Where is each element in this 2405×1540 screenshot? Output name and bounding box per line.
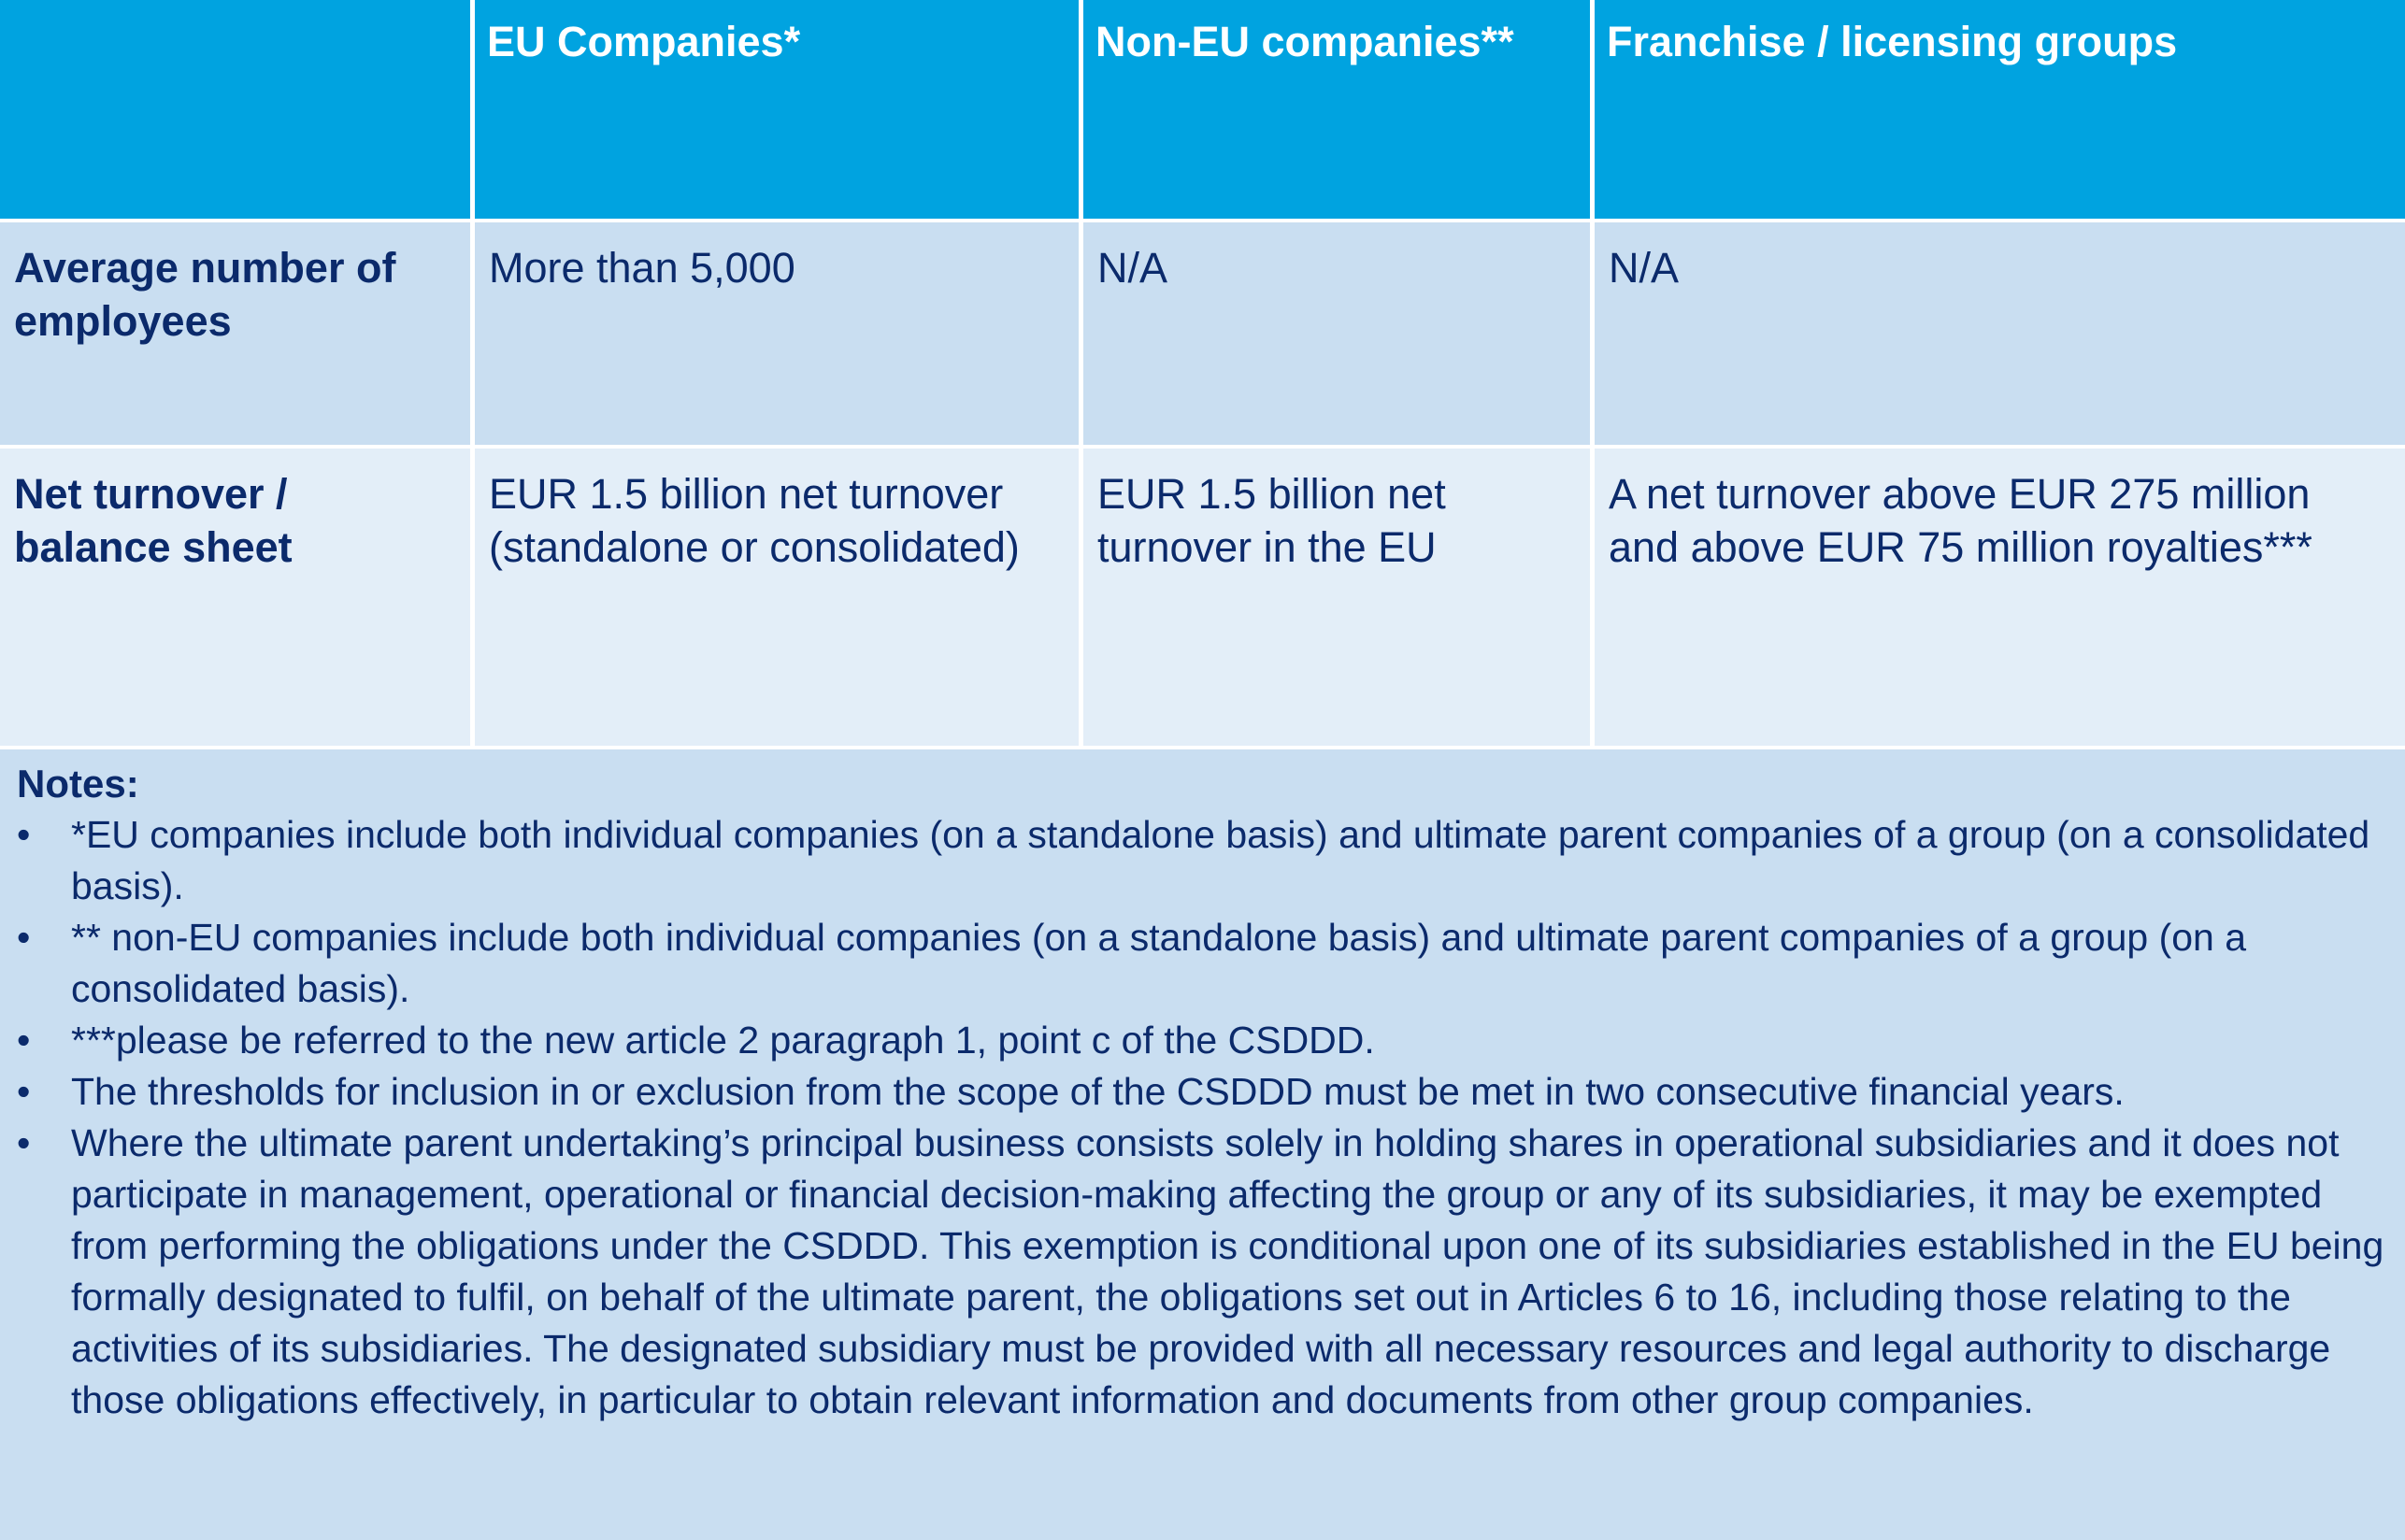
bullet-icon: • [17,1070,31,1113]
notes-title: Notes: [17,762,139,806]
note-item-thresholds [17,1066,2388,1118]
table-row-turnover [0,449,2405,746]
cell-turnover-franchise: A net turnover above EUR 275 million and above EUR 75 million royalties*** [1595,449,2405,746]
column-header-franchise-licensing: Franchise / licensing groups [1595,0,2405,219]
note-text: ***please be referred to the new article 2 paragraph 1, point c of the CSDDD. [71,1019,1375,1062]
cell-employees-franchise: N/A [1595,222,2405,445]
cell-turnover-non-eu: EUR 1.5 billion net turnover in the EU [1083,449,1590,746]
notes-list [17,809,2388,1426]
note-text: ** non-EU companies include both individual companies (on a standalone basis) and ultimate parent companies of a group (on a consolidated basis). [71,916,2247,1010]
notes-section [0,749,2405,1540]
note-item-non-eu-companies [17,912,2388,1015]
table-header-row [0,0,2405,219]
row-label-turnover: Net turnover / balance sheet [0,449,470,746]
cell-employees-eu: More than 5,000 [475,222,1079,445]
cell-employees-non-eu: N/A [1083,222,1590,445]
table-row-employees [0,222,2405,445]
bullet-icon: • [17,813,31,856]
note-item-article-reference [17,1015,2388,1066]
note-text: *EU companies include both individual companies (on a standalone basis) and ultimate parent companies of a group (on a consolidated basis). [71,813,2370,907]
note-item-eu-companies [17,809,2388,912]
column-header-eu-companies: EU Companies* [475,0,1079,219]
note-text: Where the ultimate parent undertaking’s principal business consists solely in holding shares in operational subsidiaries and it does not participate in management, operational or financial decision-making affecting the group or any of its subsidiaries, it may be exempted from performing the obligations under the CSDDD. This exemption is conditional upon one of its subsidiaries established in the EU being formally designated to fulfil, on behalf of the ultimate parent, the obligations set out in Articles 6 to 16, including those relating to the activities of its subsidiaries. The designated subsidiary must be provided with all necessary resources and legal authority to discharge those obligations effectively, in particular to obtain relevant information and documents from other group companies. [71,1121,2384,1421]
bullet-icon: • [17,1121,31,1164]
note-text: The thresholds for inclusion in or exclusion from the scope of the CSDDD must be met in two consecutive financial years. [71,1070,2125,1113]
column-header-non-eu-companies: Non-EU companies** [1083,0,1590,219]
cell-turnover-eu: EUR 1.5 billion net turnover (standalone or consolidated) [475,449,1079,746]
header-corner-cell [0,0,470,219]
bullet-icon: • [17,916,31,959]
bullet-icon: • [17,1019,31,1062]
note-item-exemption [17,1118,2388,1426]
row-label-employees: Average number of employees [0,222,470,445]
